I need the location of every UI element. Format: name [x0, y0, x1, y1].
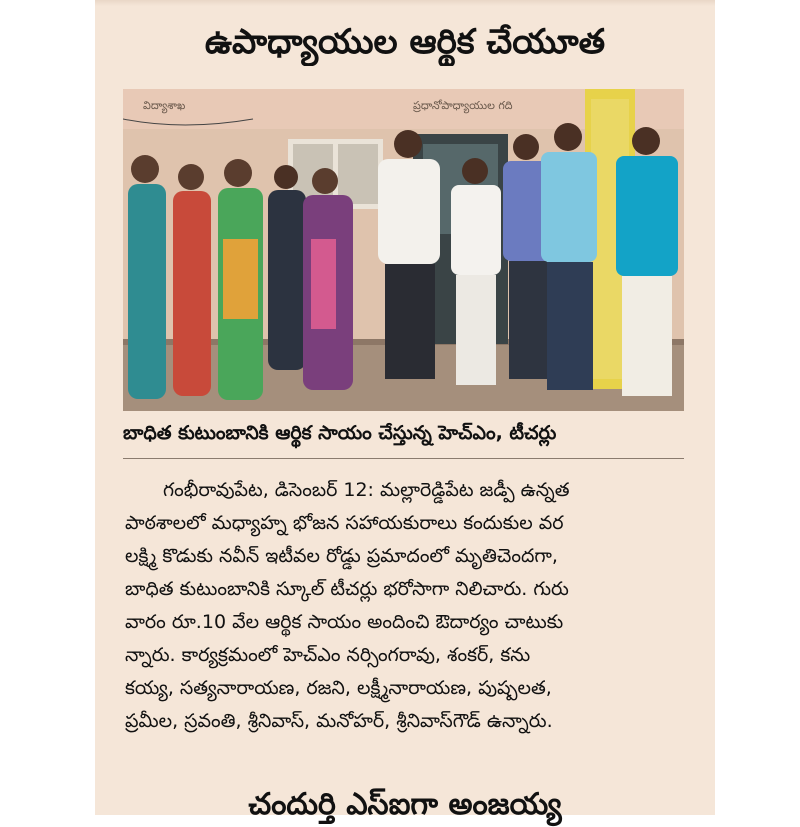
photo-illustration	[123, 89, 684, 411]
body-line: లక్ష్మి కొడుకు నవీన్ ఇటీవల రోడ్డు ప్రమాదంలో మృతిచెందగా,	[125, 545, 558, 567]
article-body	[125, 474, 685, 738]
photo-caption: బాధిత కుటుంబానికి ఆర్థిక సాయం చేస్తున్న హెచ్‌ఎం, టీచర్లు	[123, 422, 557, 444]
wall-sign-left: విద్యాశాఖ	[143, 99, 186, 112]
body-line: న్నారు. కార్యక్రమంలో హెచ్‌ఎం నర్సింగరావు, శంకర్, కను	[125, 644, 531, 666]
body-line: గంభీరావుపేట, డిసెంబర్ 12: మల్లారెడ్డిపేట జడ్పీ ఉన్నత	[163, 479, 570, 501]
previous-article-edge	[95, 0, 715, 6]
newspaper-clipping	[95, 0, 715, 822]
caption-divider	[123, 458, 684, 459]
body-line: వారం రూ.10 వేల ఆర్థిక సాయం అందించి ఔదార్యం చాటుకు	[125, 611, 564, 633]
article-photo	[123, 89, 684, 411]
body-line: ప్రమీల, స్రవంతి, శ్రీనివాస్, మనోహర్, శ్రీనివాస్‌గౌడ్ ఉన్నారు.	[125, 710, 553, 732]
next-article-headline: చందుర్తి ఎస్ఐగా అంజయ్య	[248, 787, 562, 822]
body-line: పాఠశాలలో మధ్యాహ్న భోజన సహాయకురాలు కందుకుల వర	[125, 512, 564, 534]
body-line: బాధిత కుటుంబానికి స్కూల్ టీచర్లు భరోసాగా నిలిచారు. గురు	[125, 578, 569, 600]
body-line: కయ్య, సత్యనారాయణ, రజని, లక్ష్మీనారాయణ, పుష్పలత,	[125, 677, 552, 699]
wall-sign-right: ప్రధానోపాధ్యాయుల గది	[413, 99, 513, 112]
article-headline: ఉపాధ్యాయుల ఆర్థిక చేయూత	[204, 22, 606, 62]
